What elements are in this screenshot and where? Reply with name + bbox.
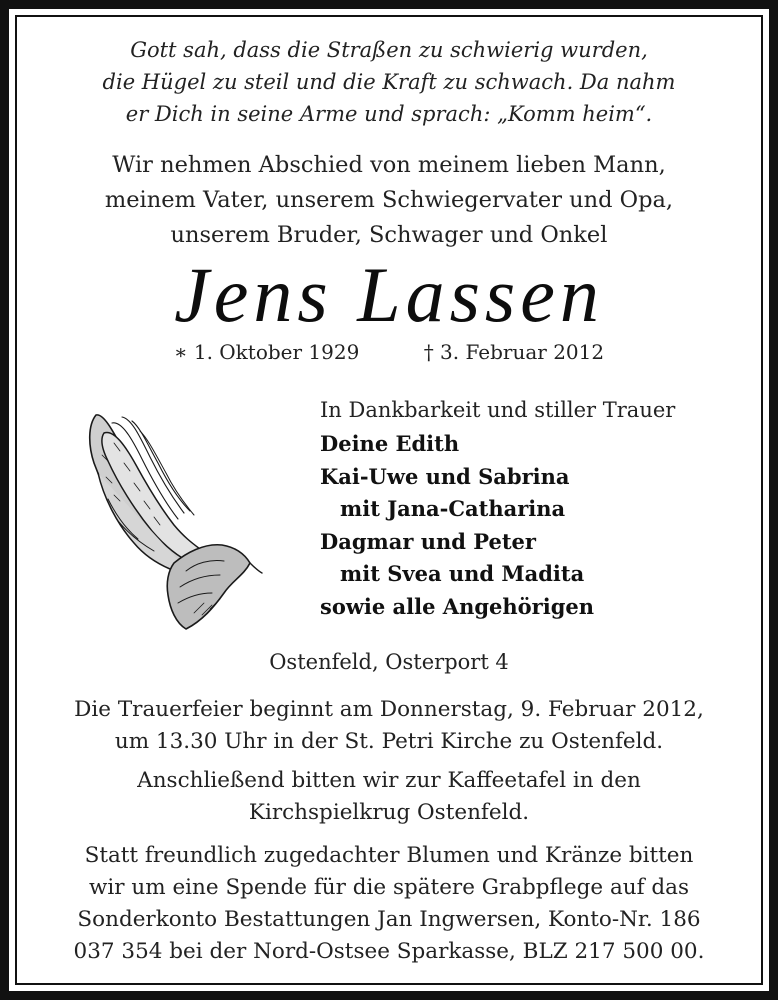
poem-line: er Dich in seine Arme und sprach: „Komm heim“. — [125, 102, 653, 126]
donation-info — [0, 840, 778, 968]
poem-line: die Hügel zu steil und die Kraft zu schwach. Da nahm — [102, 70, 676, 94]
donation-line: wir um eine Spende für die spätere Grabpflege auf das — [88, 875, 690, 900]
intro-line: meinem Vater, unserem Schwiegervater und Opa, — [104, 187, 674, 213]
coffee-line: Kirchspielkrug Ostenfeld. — [248, 800, 530, 825]
mourner-name: Dagmar und Peter — [320, 528, 536, 554]
mourners-block — [320, 392, 750, 623]
gratitude-line: In Dankbarkeit und stiller Trauer — [320, 398, 676, 422]
mourner-name: mit Svea und Madita — [340, 561, 585, 586]
mourner-name: Kai-Uwe und Sabrina — [320, 463, 570, 489]
intro-line: unserem Bruder, Schwager und Onkel — [170, 222, 608, 248]
poem-line: Gott sah, dass die Straßen zu schwierig wurden, — [130, 38, 648, 62]
praying-hands-icon — [74, 403, 264, 638]
mourner-name: sowie alle Angehörigen — [320, 593, 595, 619]
funeral-service-info — [0, 694, 778, 758]
service-line: Die Trauerfeier beginnt am Donnerstag, 9. Februar 2012, — [74, 697, 704, 722]
life-dates — [0, 337, 778, 367]
mourner-name: mit Jana-Catharina — [340, 496, 566, 521]
service-line: um 13.30 Uhr in der St. Petri Kirche zu Ostenfeld. — [114, 729, 664, 754]
coffee-reception-info — [0, 765, 778, 829]
intro-line: Wir nehmen Abschied von meinem lieben Mann, — [112, 152, 666, 178]
address: Ostenfeld, Osterport 4 — [269, 650, 509, 674]
death-date: † 3. Februar 2012 — [423, 340, 605, 364]
donation-line: Statt freundlich zugedachter Blumen und Kränze bitten — [84, 843, 694, 868]
poem — [0, 34, 778, 130]
donation-line: Sonderkonto Bestattungen Jan Ingwersen, Konto-Nr. 186 — [77, 907, 701, 932]
coffee-line: Anschließend bitten wir zur Kaffeetafel in den — [137, 768, 641, 793]
deceased-name: Jens Lassen — [174, 251, 604, 338]
donation-line: 037 354 bei der Nord-Ostsee Sparkasse, BLZ 217 500 00. — [73, 939, 705, 964]
farewell-intro — [0, 148, 778, 253]
birth-date: ∗ 1. Oktober 1929 — [173, 340, 360, 364]
mourner-name: Deine Edith — [320, 431, 460, 456]
